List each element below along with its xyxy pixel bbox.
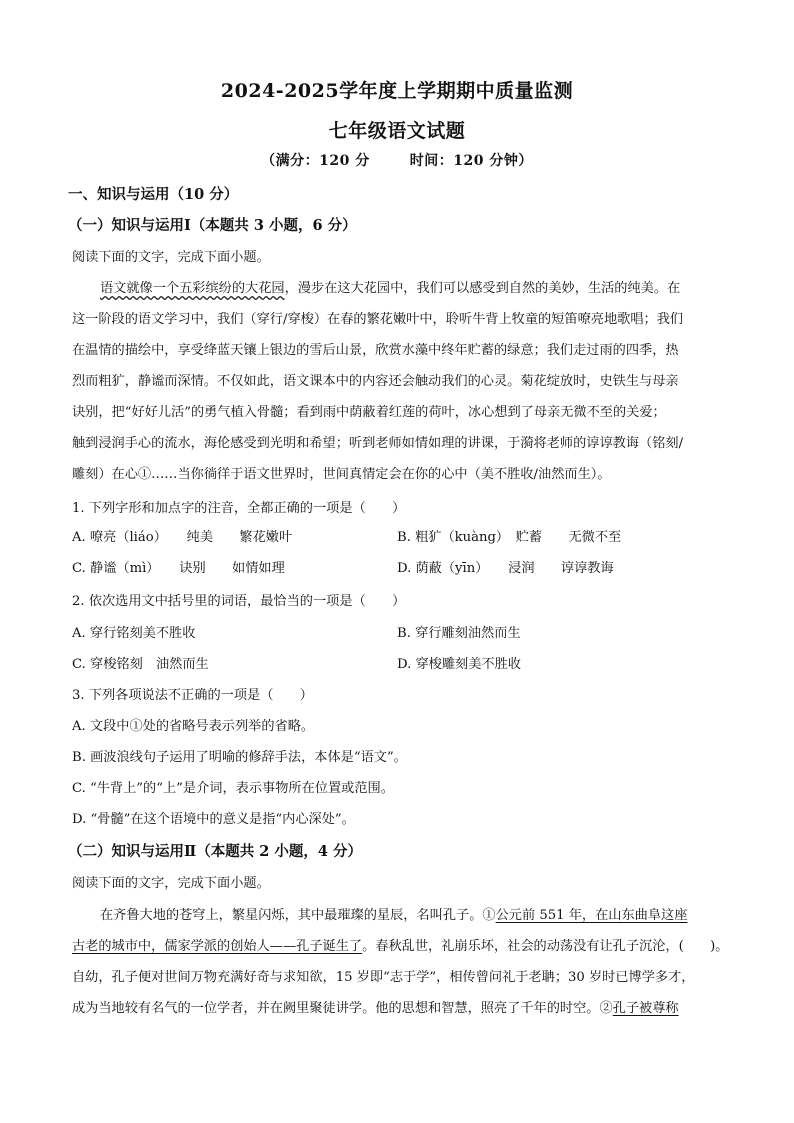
q3-option-b[interactable]: B. 画波浪线句子运用了明喻的修辞手法，本体是“语文”。: [72, 750, 407, 765]
passage1-line5: 诀别，把“好好儿活”的勇气植入骨髓；看到雨中荫蔽着红莲的荷叶，冰心想到了母亲无微不至的关爱；: [72, 405, 666, 420]
passage2-line2: 古老的城市中，儒家学派的创始人——孔子诞生了。春秋乱世，礼崩乐坏，社会的动荡没有让孔子沉沦，( )。: [72, 939, 729, 954]
passage1-line3: 在温情的描绘中，享受绛蓝天镶上银边的雪后山景，欣赏水藻中终年贮蓄的绿意；我们走过雨的四季，热: [72, 343, 679, 358]
q1-option-a[interactable]: A. 嘹亮（liáo） 纯美 繁花嫩叶: [72, 530, 293, 545]
q1-option-b[interactable]: B. 粗犷（kuàng） 贮蓄 无微不至: [397, 530, 622, 545]
passage1-line4: 烈而粗犷，静谧而深情。不仅如此，语文课本中的内容还会触动我们的心灵。菊花绽放时，史铁生与母亲: [72, 374, 679, 389]
q2-option-c[interactable]: C. 穿梭铭刻 油然而生: [72, 657, 209, 672]
passage1-line1: 语文就像一个五彩缤纷的大花园，漫步在这大花园中，我们可以感受到自然的美妙，生活的纯美。在: [100, 281, 681, 296]
q3-option-d[interactable]: D. “骨髓”在这个语境中的意义是指“内心深处”。: [72, 812, 355, 827]
question-1-stem: 1. 下列字形和加点字的注音，全都正确的一项是（ ）: [72, 501, 406, 516]
exam-subtitle: 七年级语文试题: [328, 120, 466, 142]
passage2-line1: 在齐鲁大地的苍穹上，繁星闪烁，其中最璀璨的星辰，名叫孔子。①公元前 551 年，在山东曲阜这座: [100, 908, 688, 923]
q2-option-d[interactable]: D. 穿梭雕刻美不胜收: [397, 657, 521, 672]
underlined-sentence-1-cont: 古老的城市中，儒家学派的创始人——孔子诞生了: [72, 939, 363, 954]
q1-option-c[interactable]: C. 静谧（mì） 诀别 如情如理: [72, 561, 285, 576]
question-3-stem: 3. 下列各项说法不正确的一项是（ ）: [72, 688, 313, 703]
passage2-line4: 成为当地较有名气的一位学者，并在阙里聚徒讲学。他的思想和智慧，照亮了千年的时空。②孔子被尊称: [72, 1001, 679, 1016]
wavy-underlined-sentence: 语文就像一个五彩缤纷的大花园: [100, 281, 285, 296]
exam-meta: [0, 150, 794, 170]
passage1-line2: 这一阶段的语文学习中，我们（穿行/穿梭）在春的繁花嫩叶中，聆听牛背上牧童的短笛嘹亮地歌唱；我们: [72, 312, 684, 327]
time-info: 时间：120 分钟）: [409, 153, 533, 169]
part1-heading: （一）知识与运用Ⅰ（本题共 3 小题，6 分）: [68, 217, 357, 234]
score-info: （满分：120 分: [261, 153, 370, 169]
part1-instruction: 阅读下面的文字，完成下面小题。: [72, 250, 270, 265]
underlined-sentence-1: 公元前 551 年，在山东曲阜这座: [495, 908, 688, 923]
q2-option-a[interactable]: A. 穿行铭刻美不胜收: [72, 626, 196, 641]
part2-instruction: 阅读下面的文字，完成下面小题。: [72, 876, 270, 891]
part2-heading: （二）知识与运用Ⅱ（本题共 2 小题，4 分）: [68, 843, 363, 860]
q2-option-b[interactable]: B. 穿行雕刻油然而生: [397, 626, 521, 641]
passage1-line7: 雕刻）在心①……当你徜徉于语文世界时，世间真情定会在你的心中（美不胜收/油然而生）。: [72, 467, 611, 482]
section-heading: 一、知识与运用（10 分）: [68, 186, 239, 203]
question-2-stem: 2. 依次选用文中括号里的词语，最恰当的一项是（ ）: [72, 594, 406, 609]
exam-title: 2024-2025学年度上学期期中质量监测: [220, 80, 574, 102]
q1-option-d[interactable]: D. 荫蔽（yīn） 浸润 谆谆教诲: [397, 561, 614, 576]
passage2-line3: 自幼，孔子便对世间万物充满好奇与求知欲，15 岁即“志于学”，相传曾问礼于老聃；30 岁时已博学多才，: [72, 970, 695, 985]
passage1-line6: 触到浸润手心的流水，海伦感受到光明和希望；听到老师如情如理的讲课，于漪将老师的谆谆教诲（铭刻/: [72, 436, 684, 451]
underlined-sentence-2: 孔子被尊称: [612, 1001, 679, 1016]
q3-option-c[interactable]: C. “牛背上”的“上”是介词，表示事物所在位置或范围。: [72, 781, 394, 796]
q3-option-a[interactable]: A. 文段中①处的省略号表示列举的省略。: [72, 719, 315, 734]
